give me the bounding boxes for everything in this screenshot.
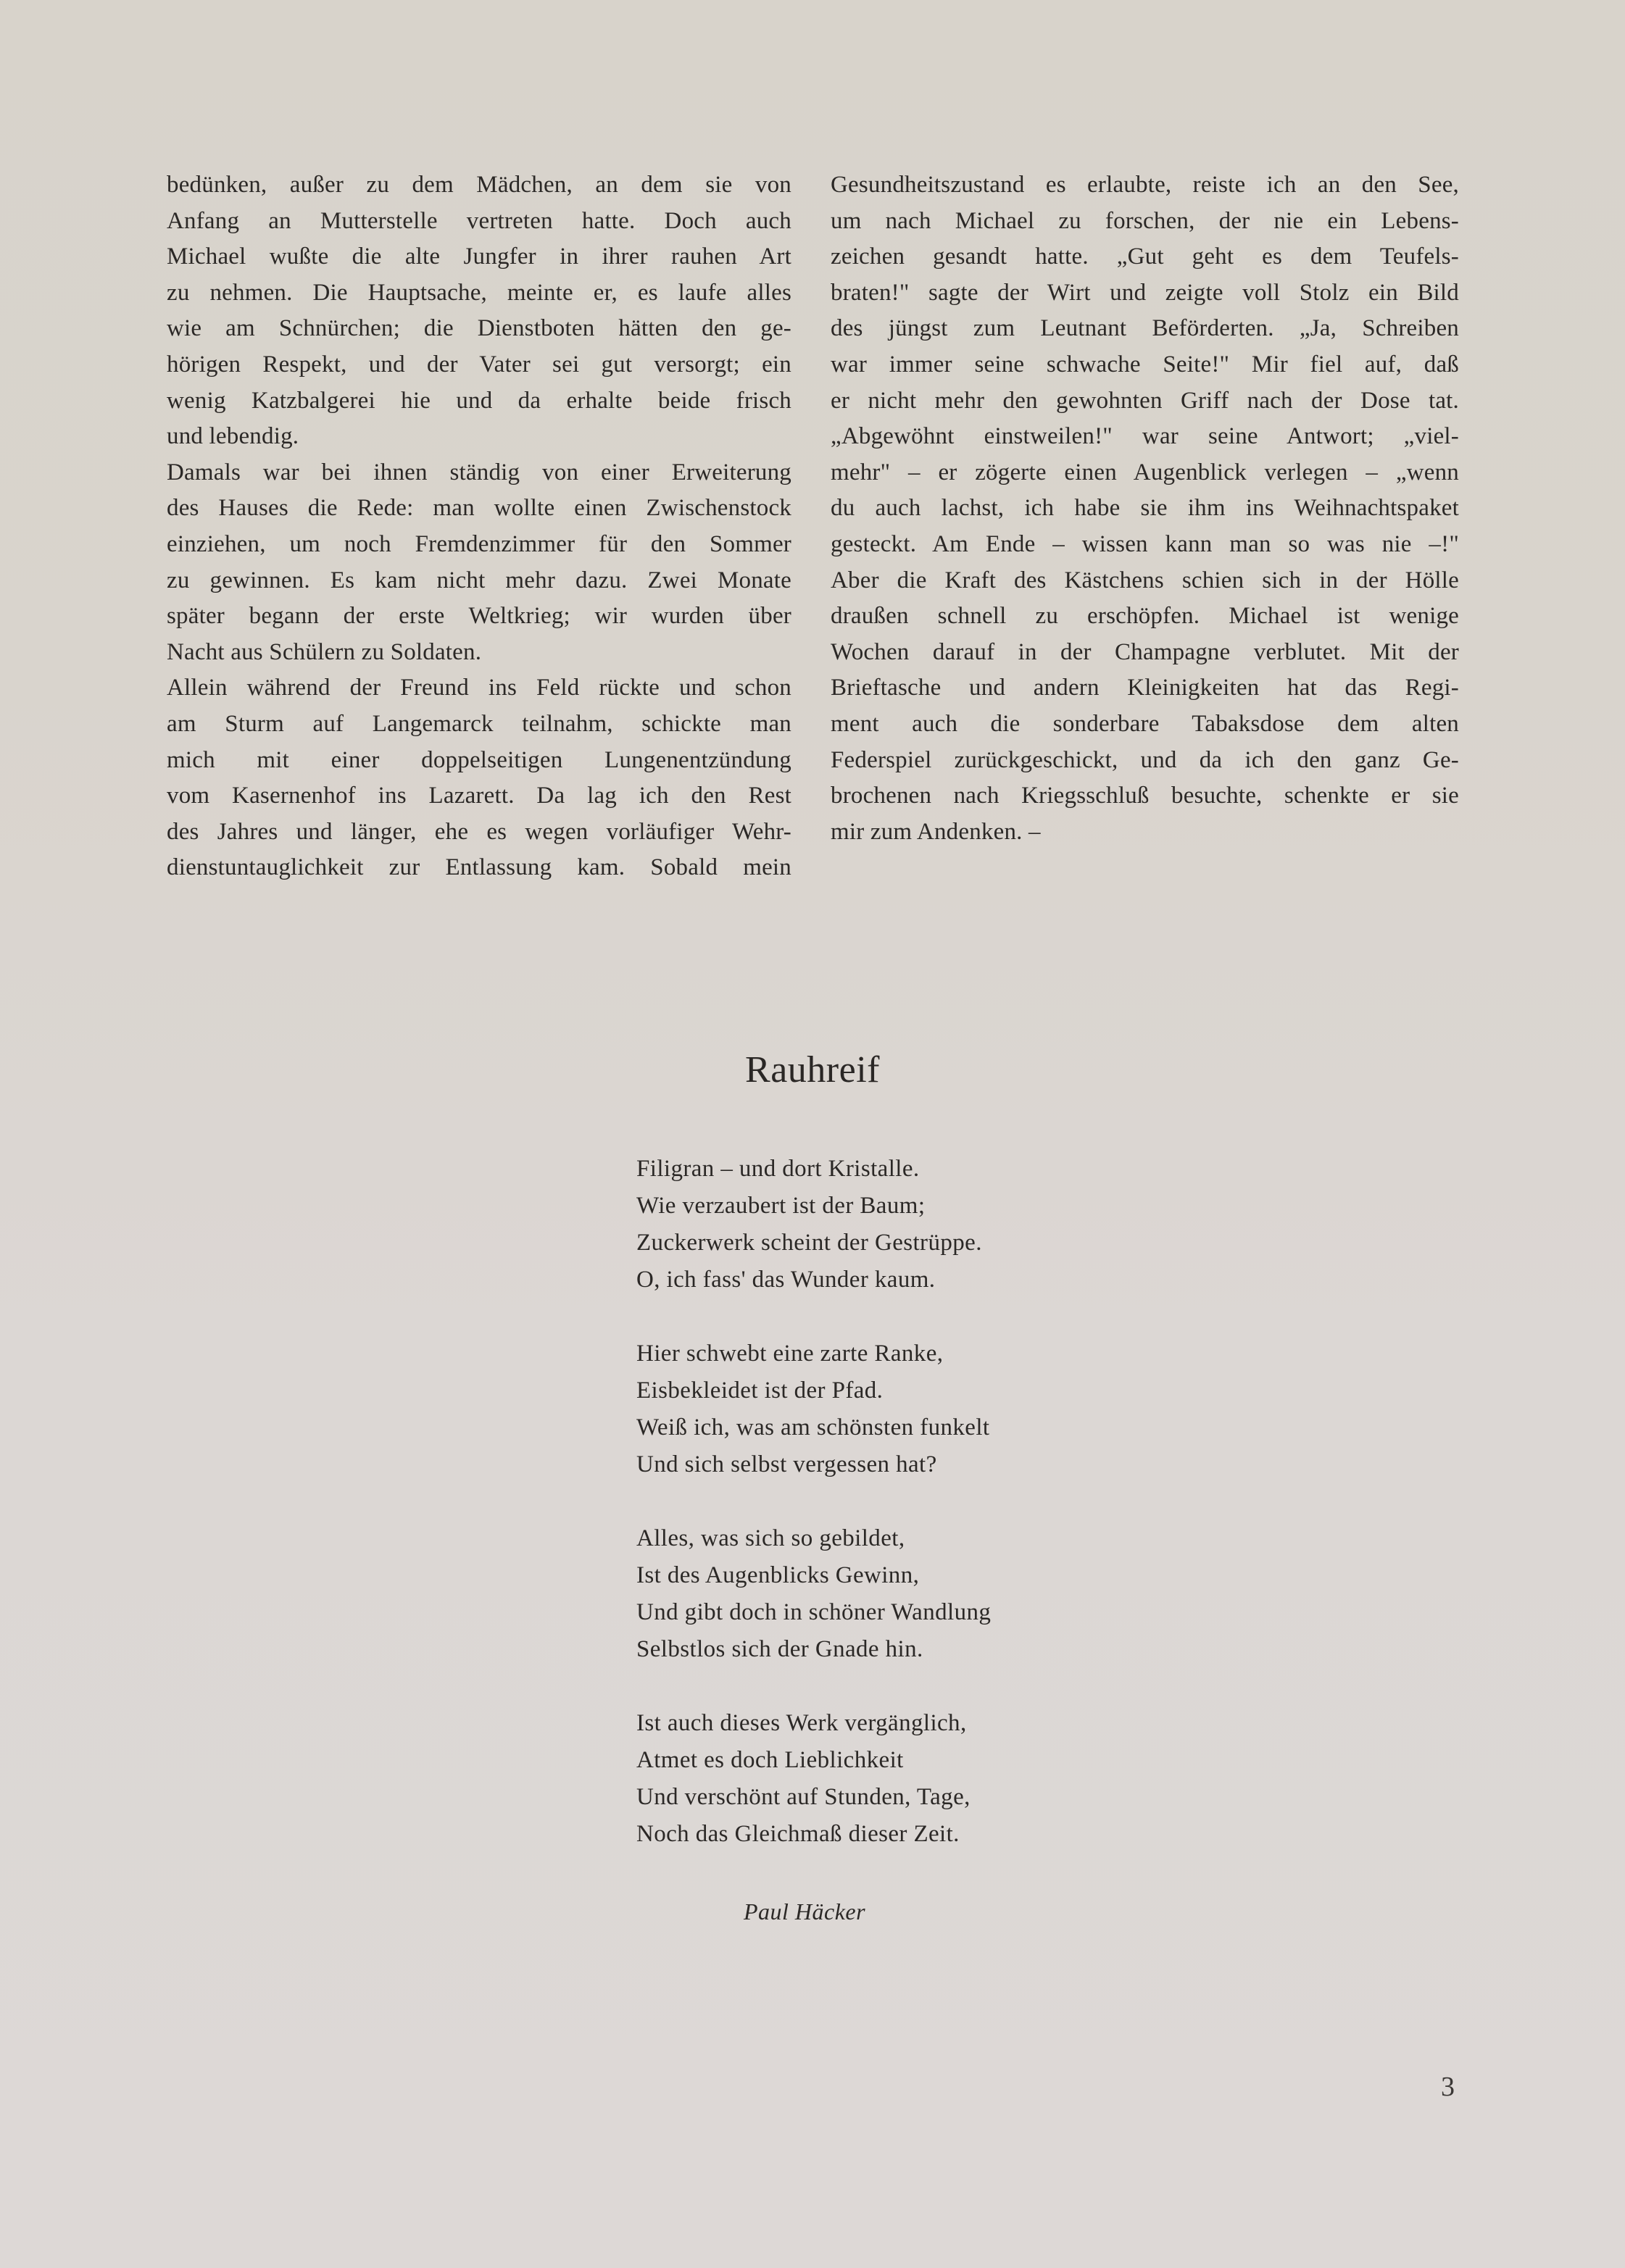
poem-stanza bbox=[636, 1151, 991, 1298]
text-line: wenig Katzbalgerei hie und da erhalte beide frisch bbox=[167, 387, 791, 414]
text-line: Brieftasche und andern Kleinigkeiten hat das Regi- bbox=[831, 675, 1459, 701]
poem-stanza bbox=[636, 1705, 991, 1853]
text-line: „Abgewöhnt einstweilen!" war seine Antwort; „viel- bbox=[831, 423, 1459, 450]
text-line: war immer seine schwache Seite!" Mir fiel auf, daß bbox=[831, 351, 1459, 378]
text-line: Michael wußte die alte Jungfer in ihrer rauhen Art bbox=[167, 243, 791, 270]
text-line: des Jahres und länger, ehe es wegen vorläufiger Wehr- bbox=[167, 818, 791, 845]
article-right-column bbox=[831, 167, 1459, 850]
text-line: des Hauses die Rede: man wollte einen Zwischenstock bbox=[167, 495, 791, 522]
text-line: er nicht mehr den gewohnten Griff nach der Dose tat. bbox=[831, 387, 1459, 414]
poem-verse: Filigran – und dort Kristalle. bbox=[636, 1156, 920, 1182]
text-line: zu nehmen. Die Hauptsache, meinte er, es laufe alles bbox=[167, 279, 791, 306]
poem-verse: Atmet es doch Lieblichkeit bbox=[636, 1747, 904, 1773]
poem-stanza bbox=[636, 1520, 991, 1668]
text-line: mir zum Andenken. – bbox=[831, 818, 1041, 845]
text-line: bedünken, außer zu dem Mädchen, an dem sie von bbox=[167, 172, 791, 198]
text-line: des jüngst zum Leutnant Beförderten. „Ja, Schreiben bbox=[831, 315, 1459, 342]
text-line: ment auch die sonderbare Tabaksdose dem alten bbox=[831, 710, 1459, 737]
text-line: wie am Schnürchen; die Dienstboten hätten den ge- bbox=[167, 315, 791, 342]
article-left-column bbox=[167, 167, 791, 886]
page-number: 3 bbox=[1441, 2072, 1455, 2102]
poem-verse: Hier schwebt eine zarte Ranke, bbox=[636, 1341, 944, 1367]
poem-verse: Und verschönt auf Stunden, Tage, bbox=[636, 1784, 971, 1810]
poem-verse: O, ich fass' das Wunder kaum. bbox=[636, 1267, 936, 1293]
text-line: gesteckt. Am Ende – wissen kann man so was nie –!" bbox=[831, 530, 1459, 557]
text-line: Gesundheitszustand es erlaubte, reiste ich an den See, bbox=[831, 172, 1459, 198]
poem-verse: Und sich selbst vergessen hat? bbox=[636, 1451, 937, 1477]
text-line: dienstuntauglichkeit zur Entlassung kam. Sobald mein bbox=[167, 854, 791, 881]
text-line: hörigen Respekt, und der Vater sei gut versorgt; ein bbox=[167, 351, 791, 378]
poem-verse: Alles, was sich so gebildet, bbox=[636, 1525, 905, 1551]
poem-verse: Und gibt doch in schöner Wandlung bbox=[636, 1599, 992, 1625]
text-line: am Sturm auf Langemarck teilnahm, schickte man bbox=[167, 710, 791, 737]
text-line: und lebendig. bbox=[167, 423, 299, 450]
text-line: mich mit einer doppelseitigen Lungenentzündung bbox=[167, 746, 791, 773]
poem-verse: Eisbekleidet ist der Pfad. bbox=[636, 1377, 884, 1404]
poem-verse: Ist des Augenblicks Gewinn, bbox=[636, 1562, 920, 1588]
text-line: Damals war bei ihnen ständig von einer Erweiterung bbox=[167, 459, 791, 485]
poem-verse: Zuckerwerk scheint der Gestrüppe. bbox=[636, 1230, 982, 1256]
text-line: einziehen, um noch Fremdenzimmer für den Sommer bbox=[167, 530, 791, 557]
poem-verse: Weiß ich, was am schönsten funkelt bbox=[636, 1414, 990, 1441]
text-line: draußen schnell zu erschöpfen. Michael ist wenige bbox=[831, 603, 1459, 630]
text-line: Aber die Kraft des Kästchens schien sich in der Hölle bbox=[831, 567, 1459, 593]
text-line: mehr" – er zögerte einen Augenblick verlegen – „wenn bbox=[831, 459, 1459, 485]
text-line: vom Kasernenhof ins Lazarett. Da lag ich den Rest bbox=[167, 783, 791, 809]
poem-verse: Ist auch dieses Werk vergänglich, bbox=[636, 1710, 967, 1736]
text-line: brochenen nach Kriegsschluß besuchte, schenkte er sie bbox=[831, 783, 1459, 809]
poem-verse: Wie verzaubert ist der Baum; bbox=[636, 1193, 926, 1219]
text-line: du auch lachst, ich habe sie ihm ins Weihnachtspaket bbox=[831, 495, 1459, 522]
poem-author: Paul Häcker bbox=[743, 1898, 866, 1925]
text-line: Federspiel zurückgeschickt, und da ich den ganz Ge- bbox=[831, 746, 1459, 773]
text-line: zeichen gesandt hatte. „Gut geht es dem Teufels- bbox=[831, 243, 1459, 270]
text-line: um nach Michael zu forschen, der nie ein Lebens- bbox=[831, 207, 1459, 234]
text-line: Allein während der Freund ins Feld rückte und schon bbox=[167, 675, 791, 701]
poem-stanza bbox=[636, 1335, 991, 1483]
poem-body bbox=[636, 1151, 991, 1890]
text-line: braten!" sagte der Wirt und zeigte voll Stolz ein Bild bbox=[831, 279, 1459, 306]
text-line: Wochen darauf in der Champagne verblutet. Mit der bbox=[831, 638, 1459, 665]
text-line: Nacht aus Schülern zu Soldaten. bbox=[167, 638, 482, 665]
text-line: später begann der erste Weltkrieg; wir wurden über bbox=[167, 603, 791, 630]
text-line: Anfang an Mutterstelle vertreten hatte. Doch auch bbox=[167, 207, 791, 234]
poem-verse: Selbstlos sich der Gnade hin. bbox=[636, 1636, 923, 1662]
poem-verse: Noch das Gleichmaß dieser Zeit. bbox=[636, 1821, 960, 1847]
poem-title: Rauhreif bbox=[745, 1049, 880, 1091]
text-line: zu gewinnen. Es kam nicht mehr dazu. Zwei Monate bbox=[167, 567, 791, 593]
